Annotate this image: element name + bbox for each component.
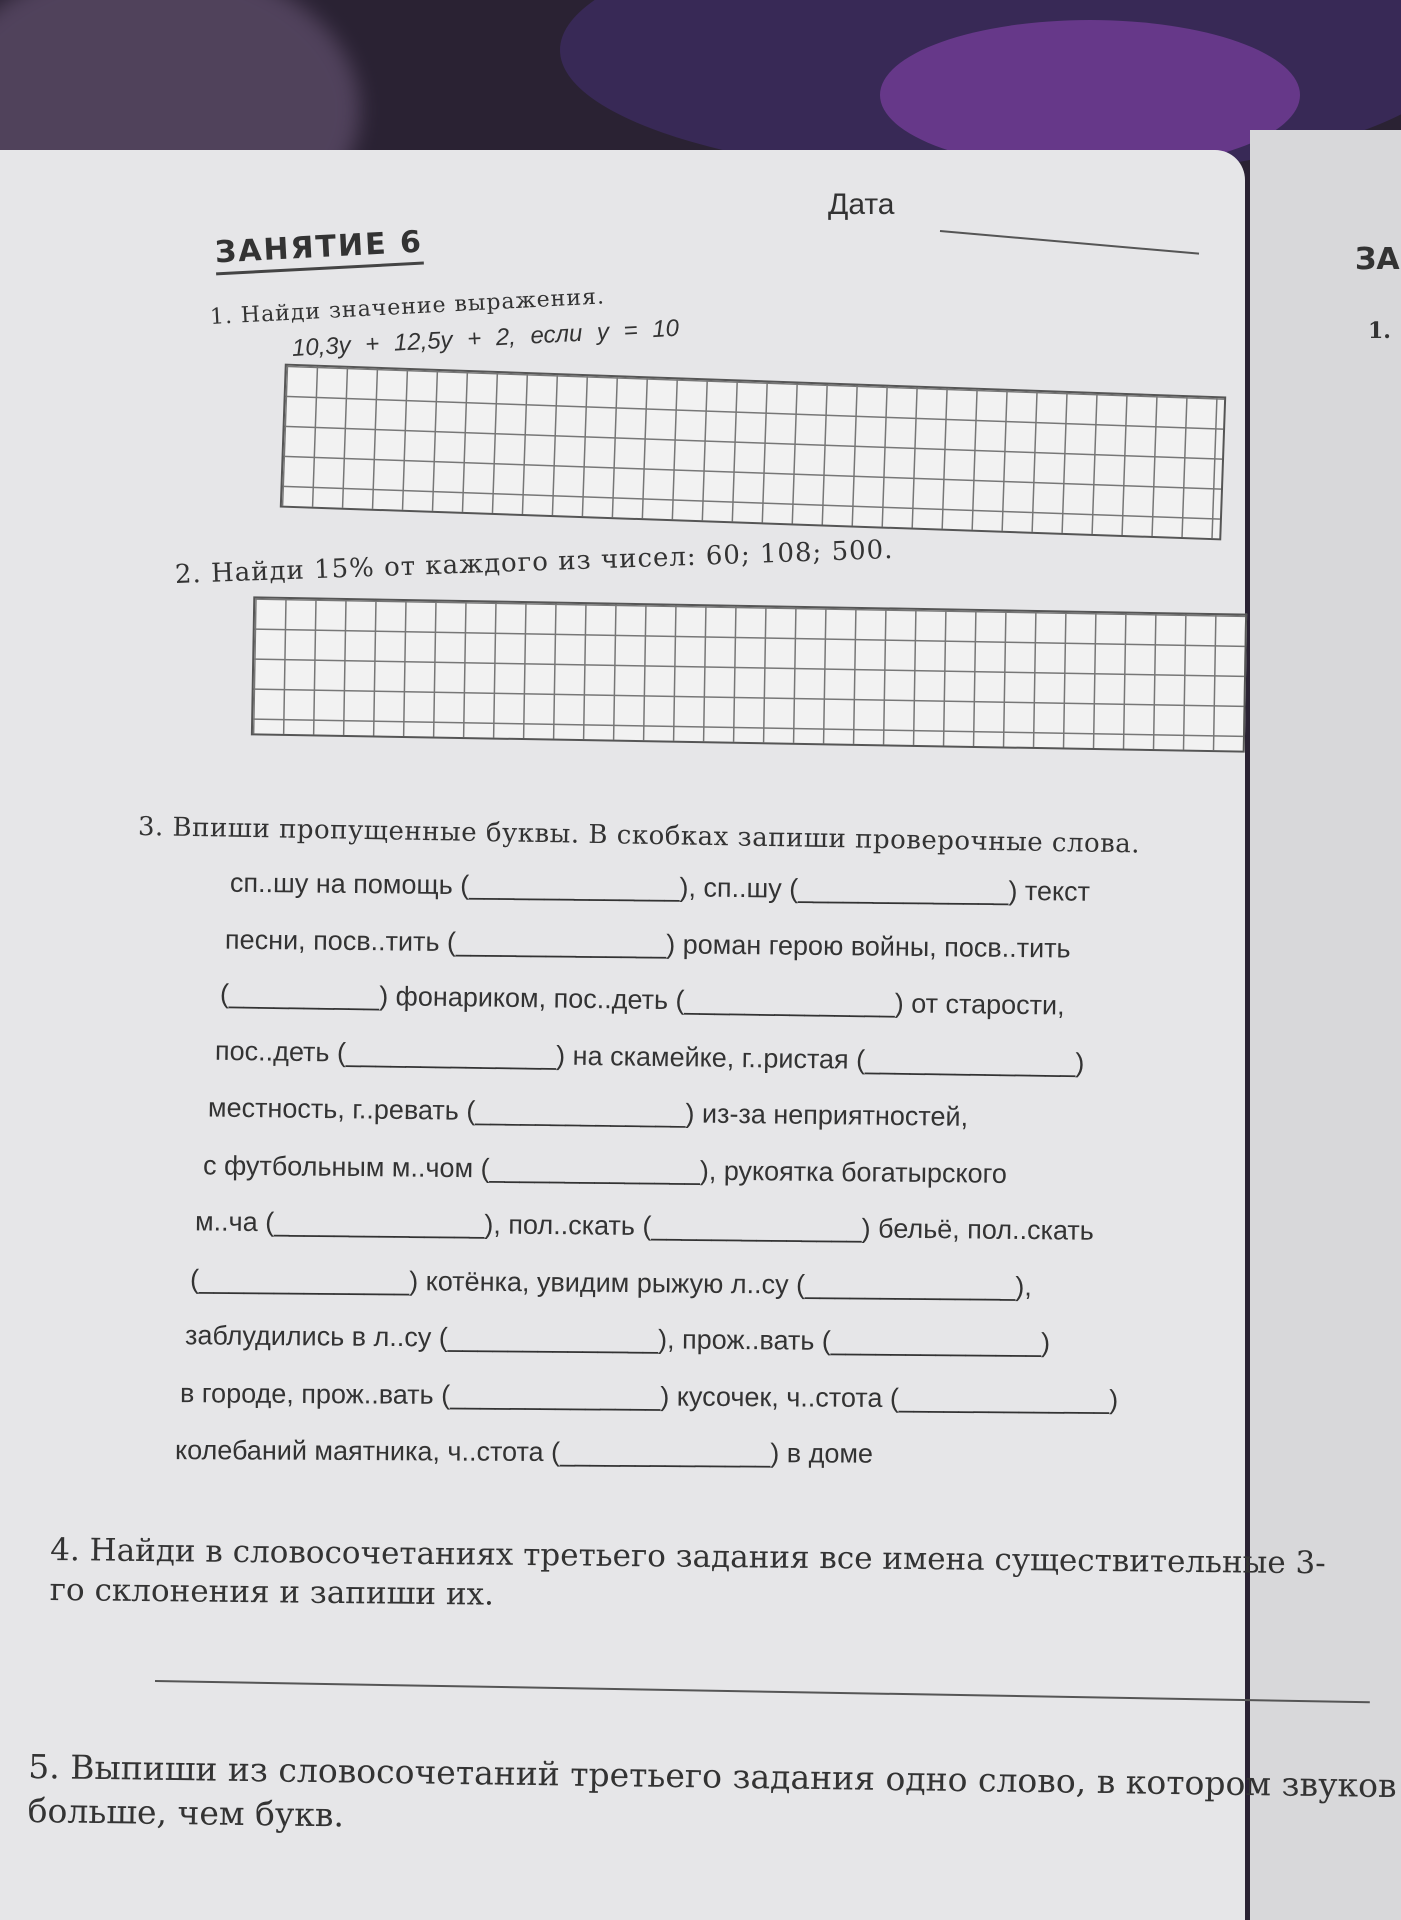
task-1-text: 1. Найди значение выражения. [209, 284, 606, 330]
task-3-exercise [175, 860, 1295, 1482]
exercise-line[interactable]: (______________) котёнка, увидим рыжую л..су (______________), [189, 1263, 1032, 1302]
exercise-line[interactable]: м..ча (______________), пол..скать (______________) бельё, пол..скать [194, 1206, 1094, 1246]
exercise-line[interactable]: с футбольным м..чом (______________), рукоятка богатырского [202, 1149, 1008, 1189]
task-4-text: 4. Найди в словосочетаниях третьего задания все имена существительные 3-го склонения и запиши их. [49, 1532, 1326, 1613]
exercise-line[interactable]: песни, посв..тить (______________) роман герою войны, посв..тить [224, 924, 1071, 964]
adjacent-page-title: ЗА [1355, 242, 1400, 277]
task-1-answer-grid[interactable] [280, 364, 1226, 541]
task-1-expression: 10,3y + 12,5y + 2, если y = 10 [291, 314, 680, 362]
task-2-answer-grid[interactable] [251, 596, 1247, 752]
lesson-title: ЗАНЯТИЕ 6 [214, 225, 424, 276]
exercise-line[interactable]: сп..шу на помощь (______________), сп..шу (______________) текст [229, 867, 1091, 907]
date-field[interactable] [940, 230, 1199, 255]
exercise-line[interactable]: местность, г..ревать (______________) из-за неприятностей, [207, 1092, 969, 1132]
task-2-text: 2. Найди 15% от каждого из чисел: 60; 108; 500. [174, 534, 894, 590]
adjacent-page-task-number: 1. [1368, 318, 1391, 344]
task-3-text: 3. Впиши пропущенные буквы. В скобках запиши проверочные слова. [137, 812, 1141, 860]
task-5-text: 5. Выпиши из словосочетаний третьего задания одно слово, в котором звуков больше, чем букв. [27, 1747, 1397, 1835]
exercise-line[interactable]: колебаний маятника, ч..стота (______________) в доме [174, 1435, 874, 1469]
exercise-line[interactable]: (__________) фонариком, пос..деть (______________) от старости, [219, 978, 1065, 1021]
date-label: Дата [828, 188, 895, 221]
exercise-line[interactable]: заблудились в л..су (______________), прож..вать (______________) [184, 1320, 1051, 1358]
exercise-line[interactable]: пос..деть (______________) на скамейке, г..ристая (______________) [214, 1035, 1085, 1078]
task-4-answer-line[interactable] [155, 1680, 1370, 1703]
exercise-line[interactable]: в городе, прож..вать (______________) кусочек, ч..стота (______________) [179, 1377, 1119, 1415]
